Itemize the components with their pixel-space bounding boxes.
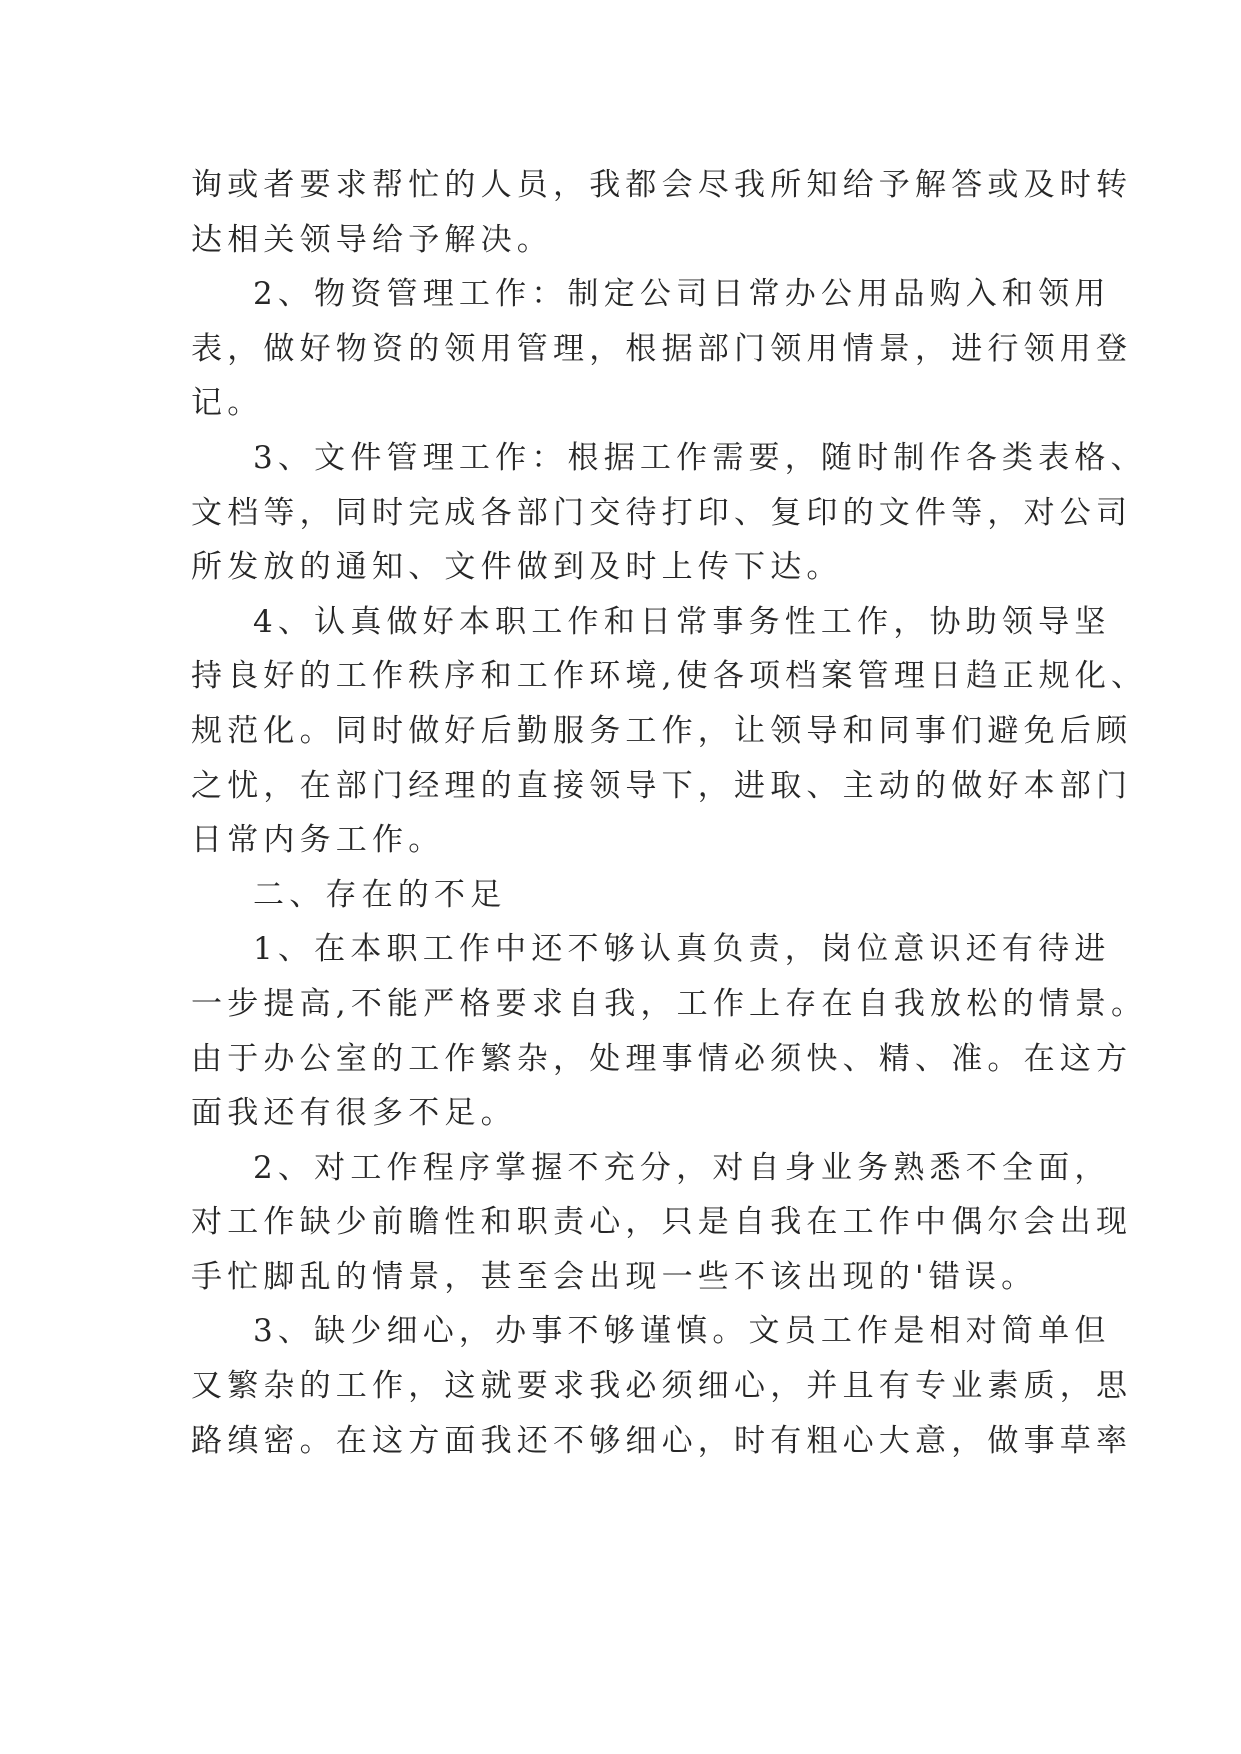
text-line: 3、文件管理工作：根据工作需要，随时制作各类表格、 xyxy=(253,439,1147,476)
text-line: 一步提高,不能严格要求自我，工作上存在自我放松的情景。 xyxy=(191,985,1148,1022)
text-line: 1、在本职工作中还不够认真负责，岗位意识还有待进 xyxy=(253,931,1111,968)
text-line: 所发放的通知、文件做到及时上传下达。 xyxy=(191,549,843,586)
text-line: 达相关领导给予解决。 xyxy=(191,221,553,258)
text-line: 又繁杂的工作，这就要求我必须细心，并且有专业素质，思 xyxy=(191,1368,1133,1405)
text-line: 2、物资管理工作：制定公司日常办公用品购入和领用 xyxy=(253,276,1111,313)
text-line: 日常内务工作。 xyxy=(191,822,445,859)
section-heading: 二、存在的不足 xyxy=(253,876,507,913)
text-line: 文档等，同时完成各部门交待打印、复印的文件等，对公司 xyxy=(191,494,1133,531)
text-line: 询或者要求帮忙的人员，我都会尽我所知给予解答或及时转 xyxy=(191,167,1133,203)
text-line: 2、对工作程序掌握不充分，对自身业务熟悉不全面， xyxy=(253,1149,1111,1186)
text-line: 持良好的工作秩序和工作环境,使各项档案管理日趋正规化、 xyxy=(191,658,1148,695)
text-line: 4、认真做好本职工作和日常事务性工作，协助领导坚 xyxy=(253,603,1111,640)
text-line: 路缜密。在这方面我还不够细心，时有粗心大意，做事草率 xyxy=(191,1422,1133,1459)
text-line: 表，做好物资的领用管理，根据部门领用情景，进行领用登 xyxy=(191,330,1133,367)
text-line: 手忙脚乱的情景，甚至会出现一些不该出现的'错误。 xyxy=(191,1258,1038,1295)
text-line: 由于办公室的工作繁杂，处理事情必须快、精、准。在这方 xyxy=(191,1040,1133,1077)
text-line: 规范化。同时做好后勤服务工作，让领导和同事们避免后顾 xyxy=(191,712,1133,749)
text-line: 面我还有很多不足。 xyxy=(191,1095,517,1132)
document-body xyxy=(191,158,1148,1468)
text-line: 之忧，在部门经理的直接领导下，进取、主动的做好本部门 xyxy=(191,767,1133,804)
text-line: 对工作缺少前瞻性和职责心，只是自我在工作中偶尔会出现 xyxy=(191,1204,1133,1241)
text-line: 记。 xyxy=(191,385,264,422)
text-line: 3、缺少细心，办事不够谨慎。文员工作是相对简单但 xyxy=(253,1313,1111,1350)
